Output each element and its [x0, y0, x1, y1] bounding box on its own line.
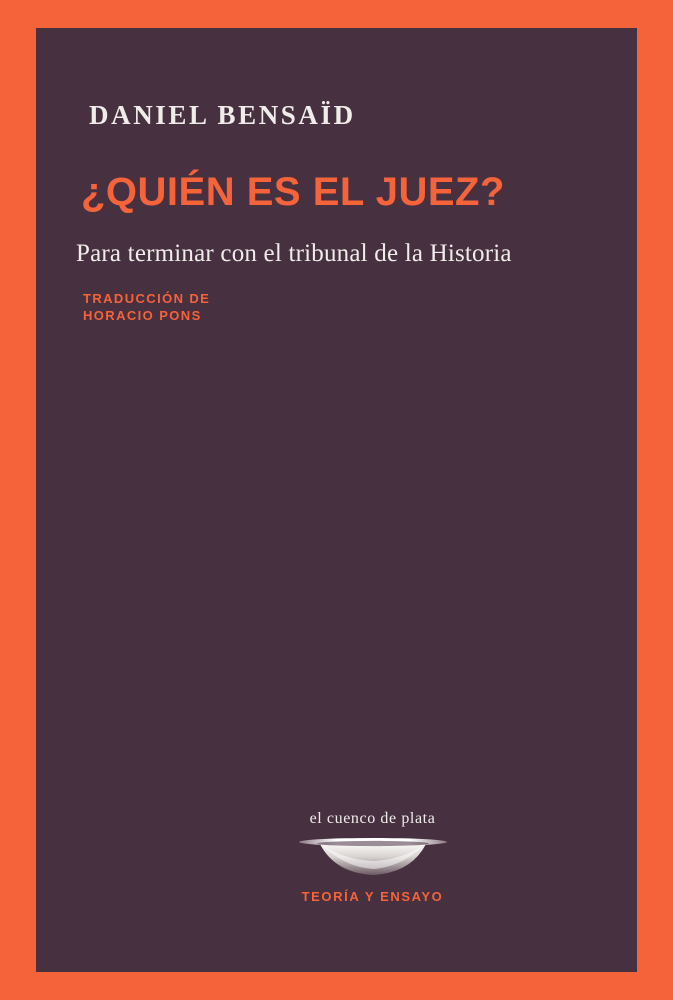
translation-credit [83, 290, 210, 324]
book-cover-panel [36, 28, 637, 972]
translator-name: HORACIO PONS [83, 308, 202, 323]
translation-label: TRADUCCIÓN DE [83, 291, 211, 306]
publisher-block [36, 810, 673, 904]
book-title: ¿QUIÉN ES EL JUEZ? [81, 170, 505, 214]
author-name: DANIEL BENSAÏD [89, 100, 356, 130]
collection-name: TEORÍA Y ENSAYO [301, 889, 444, 904]
bowl-logo-icon [293, 833, 453, 879]
publisher-name: el cuenco de plata [309, 810, 436, 827]
book-subtitle: Para terminar con el tribunal de la Historia [76, 240, 512, 267]
